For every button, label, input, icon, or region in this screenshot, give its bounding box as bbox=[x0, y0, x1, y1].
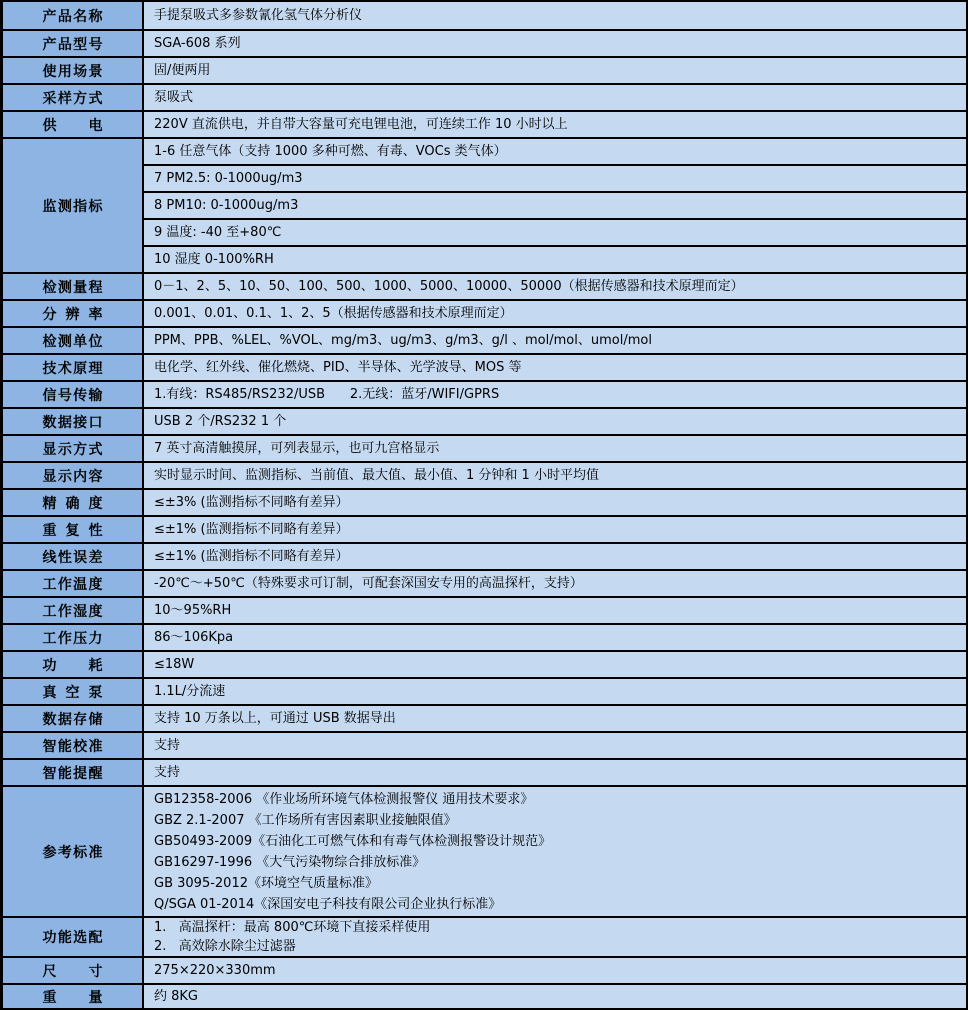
row-label: 采样方式 bbox=[42, 90, 103, 107]
spec-row-optional-functions bbox=[3, 916, 966, 956]
row-label-cell bbox=[3, 382, 144, 407]
row-value: 7 英寸高清触摸屏，可列表显示，也可九宫格显示 bbox=[154, 440, 440, 456]
row-label: 产品型号 bbox=[42, 36, 103, 53]
row-value-cell bbox=[144, 274, 966, 299]
row-value: 0－1、2、5、10、50、100、500、1000、5000、10000、50000（根据传感器和技术原理而定） bbox=[154, 278, 744, 294]
row-value-cell bbox=[144, 2, 966, 29]
row-value-cell bbox=[144, 706, 966, 731]
row-label: 尺寸 bbox=[42, 963, 103, 980]
row-label-cell bbox=[3, 679, 144, 704]
standards-line: GB50493-2009《石油化工可燃气体和有毒气体检测报警设计规范》 bbox=[154, 833, 552, 849]
row-label: 分辨率 bbox=[42, 306, 103, 323]
row-label-cell bbox=[3, 490, 144, 515]
row-value: 泵吸式 bbox=[154, 89, 194, 105]
row-value-cell bbox=[144, 958, 966, 983]
row-value-cell bbox=[144, 409, 966, 434]
row-label-cell bbox=[3, 355, 144, 380]
row-value: 0.001、0.01、0.1、1、2、5（根据传感器和技术原理而定） bbox=[154, 305, 513, 321]
row-value: -20℃～+50℃（特殊要求可订制，可配套深国安专用的高温探杆，支持） bbox=[154, 575, 583, 591]
row-label-cell bbox=[3, 706, 144, 731]
spec-row-working-temperature bbox=[3, 569, 966, 596]
spec-row-product-name bbox=[3, 2, 966, 29]
row-label: 使用场景 bbox=[42, 63, 103, 80]
row-label: 技术原理 bbox=[42, 360, 103, 377]
options-line: 2. 高效除水除尘过滤器 bbox=[154, 939, 296, 954]
row-label-cell bbox=[3, 463, 144, 488]
standards-line: Q/SGA 01-2014《深国安电子科技有限公司企业执行标准》 bbox=[154, 896, 502, 912]
row-value: 约 8KG bbox=[154, 988, 199, 1004]
row-label: 功能选配 bbox=[42, 930, 103, 946]
row-value: ≤±3% (监测指标不同略有差异） bbox=[154, 494, 349, 510]
row-value-cell bbox=[144, 652, 966, 677]
row-value: 支持 bbox=[154, 737, 181, 753]
row-value-cell bbox=[144, 760, 966, 785]
row-value-cell bbox=[144, 31, 966, 56]
row-value: 1.1L/分流速 bbox=[154, 683, 226, 699]
row-label: 功耗 bbox=[42, 657, 103, 674]
spec-row-resolution bbox=[3, 299, 966, 326]
spec-row-sampling-method bbox=[3, 83, 966, 110]
standards-line: GBZ 2.1-2007 《工作场所有害因素职业接触限值》 bbox=[154, 812, 457, 828]
row-label: 工作压力 bbox=[42, 630, 103, 647]
row-label: 显示内容 bbox=[42, 468, 103, 485]
spec-row-detection-range bbox=[3, 272, 966, 299]
row-value: 支持 10 万条以上，可通过 USB 数据导出 bbox=[154, 710, 396, 726]
row-value: PPM、PPB、%LEL、%VOL、mg/m3、ug/m3、g/m3、g/l 、mol/mol、umol/mol bbox=[154, 332, 652, 348]
row-value: 实时显示时间、监测指标、当前值、最大值、最小值、1 分钟和 1 小时平均值 bbox=[154, 467, 599, 483]
row-label-cell bbox=[3, 409, 144, 434]
monitor-item-text: 8 PM10: 0-1000ug/m3 bbox=[154, 197, 299, 213]
row-value-cell bbox=[144, 436, 966, 461]
row-value-cell bbox=[144, 58, 966, 83]
standards-line: GB12358-2006 《作业场所环境气体检测报警仪 通用技术要求》 bbox=[154, 791, 534, 807]
spec-row-power-consumption bbox=[3, 650, 966, 677]
row-value-cell bbox=[144, 733, 966, 758]
row-value-cell bbox=[144, 328, 966, 353]
spec-row-reference-standards bbox=[3, 785, 966, 916]
row-label: 数据接口 bbox=[42, 414, 103, 431]
monitor-item-text: 9 温度: -40 至+80℃ bbox=[154, 224, 282, 240]
row-label: 产品名称 bbox=[42, 8, 103, 25]
row-label: 精确度 bbox=[42, 495, 103, 512]
standards-lines bbox=[144, 787, 966, 916]
spec-row-technical-principle bbox=[3, 353, 966, 380]
row-label-cell bbox=[3, 85, 144, 110]
spec-row-usage-scenario bbox=[3, 56, 966, 83]
spec-row-data-storage bbox=[3, 704, 966, 731]
row-value: 275×220×330mm bbox=[154, 962, 276, 978]
row-value-cell bbox=[144, 598, 966, 623]
row-value: ≤18W bbox=[154, 656, 195, 672]
monitor-item-text: 7 PM2.5: 0-1000ug/m3 bbox=[154, 170, 303, 186]
row-value-cell bbox=[144, 382, 966, 407]
spec-row-linearity-error bbox=[3, 542, 966, 569]
row-value-cell bbox=[144, 355, 966, 380]
row-value: 86～106Kpa bbox=[154, 629, 234, 645]
spec-row-signal-transmission bbox=[3, 380, 966, 407]
monitor-item bbox=[144, 245, 966, 272]
row-value: SGA-608 系列 bbox=[154, 35, 241, 51]
row-label: 智能校准 bbox=[42, 738, 103, 755]
row-value: 支持 bbox=[154, 764, 181, 780]
row-label: 参考标准 bbox=[42, 844, 103, 861]
row-label-cell bbox=[3, 58, 144, 83]
row-value: 电化学、红外线、催化燃烧、PID、半导体、光学波导、MOS 等 bbox=[154, 359, 522, 375]
row-label-cell bbox=[3, 598, 144, 623]
row-label: 信号传输 bbox=[42, 387, 103, 404]
spec-row-display-mode bbox=[3, 434, 966, 461]
row-label: 数据存储 bbox=[42, 711, 103, 728]
row-label-cell bbox=[3, 112, 144, 137]
row-label-cell bbox=[3, 652, 144, 677]
row-label: 真空泵 bbox=[42, 684, 103, 701]
row-label-cell bbox=[3, 139, 144, 272]
row-value: 10～95%RH bbox=[154, 602, 232, 618]
row-value: USB 2 个/RS232 1 个 bbox=[154, 413, 287, 429]
row-label: 检测量程 bbox=[42, 279, 103, 296]
row-value: ≤±1% (监测指标不同略有差异） bbox=[154, 521, 349, 537]
row-label-cell bbox=[3, 544, 144, 569]
row-value: 1.有线：RS485/RS232/USB 2.无线：蓝牙/WIFI/GPRS bbox=[154, 386, 500, 402]
spec-row-monitoring-indicators bbox=[3, 137, 966, 272]
row-label: 工作湿度 bbox=[42, 603, 103, 620]
monitor-item bbox=[144, 191, 966, 218]
monitor-item-text: 10 湿度 0-100%RH bbox=[154, 251, 274, 267]
standards-line: GB16297-1996 《大气污染物综合排放标准》 bbox=[154, 854, 426, 870]
spec-row-data-interface bbox=[3, 407, 966, 434]
row-label: 线性误差 bbox=[42, 549, 103, 566]
row-value-cell bbox=[144, 463, 966, 488]
row-value-cell bbox=[144, 679, 966, 704]
row-label: 监测指标 bbox=[42, 198, 103, 215]
row-label-cell bbox=[3, 301, 144, 326]
monitor-item bbox=[144, 139, 966, 164]
row-label: 智能提醒 bbox=[42, 765, 103, 782]
monitor-sub-rows bbox=[144, 139, 966, 272]
row-label-cell bbox=[3, 760, 144, 785]
row-label-cell bbox=[3, 733, 144, 758]
row-label-cell bbox=[3, 2, 144, 29]
row-label-cell bbox=[3, 436, 144, 461]
spec-row-weight bbox=[3, 983, 966, 1008]
spec-row-repeatability bbox=[3, 515, 966, 542]
monitor-item-text: 1-6 任意气体（支持 1000 多种可燃、有毒、VOCs 类气体） bbox=[154, 143, 507, 159]
row-label: 工作温度 bbox=[42, 576, 103, 593]
row-value-cell bbox=[144, 985, 966, 1008]
spec-row-smart-calibration bbox=[3, 731, 966, 758]
spec-row-dimensions bbox=[3, 956, 966, 983]
monitor-item bbox=[144, 164, 966, 191]
row-label-cell bbox=[3, 517, 144, 542]
row-label-cell bbox=[3, 918, 144, 956]
spec-row-accuracy bbox=[3, 488, 966, 515]
monitor-item bbox=[144, 218, 966, 245]
row-label-cell bbox=[3, 625, 144, 650]
row-value-cell bbox=[144, 625, 966, 650]
row-label-cell bbox=[3, 787, 144, 916]
row-value-cell bbox=[144, 544, 966, 569]
spec-row-smart-reminder bbox=[3, 758, 966, 785]
spec-row-working-pressure bbox=[3, 623, 966, 650]
standards-line: GB 3095-2012《环境空气质量标准》 bbox=[154, 875, 378, 891]
row-label-cell bbox=[3, 274, 144, 299]
options-line: 1. 高温探杆：最高 800℃环境下直接采样使用 bbox=[154, 920, 431, 935]
row-value-cell bbox=[144, 85, 966, 110]
row-value: 220V 直流供电，并自带大容量可充电锂电池，可连续工作 10 小时以上 bbox=[154, 116, 568, 132]
row-value: 手提泵吸式多参数氰化氢气体分析仪 bbox=[154, 7, 363, 23]
row-label-cell bbox=[3, 958, 144, 983]
row-label: 供电 bbox=[42, 117, 103, 134]
spec-row-product-model bbox=[3, 29, 966, 56]
row-value-cell bbox=[144, 112, 966, 137]
row-label: 重量 bbox=[42, 989, 103, 1006]
row-value-cell bbox=[144, 517, 966, 542]
row-value-cell bbox=[144, 490, 966, 515]
spec-row-working-humidity bbox=[3, 596, 966, 623]
row-label: 检测单位 bbox=[42, 333, 103, 350]
row-label-cell bbox=[3, 985, 144, 1008]
row-label: 显示方式 bbox=[42, 441, 103, 458]
spec-row-vacuum-pump bbox=[3, 677, 966, 704]
row-value: 固/便两用 bbox=[154, 62, 211, 78]
row-label: 重复性 bbox=[42, 522, 103, 539]
row-value-cell bbox=[144, 301, 966, 326]
row-label-cell bbox=[3, 571, 144, 596]
row-label-cell bbox=[3, 31, 144, 56]
spec-row-detection-unit bbox=[3, 326, 966, 353]
row-label-cell bbox=[3, 328, 144, 353]
row-value-cell bbox=[144, 571, 966, 596]
options-lines bbox=[144, 918, 966, 956]
spec-row-display-content bbox=[3, 461, 966, 488]
spec-row-power-supply bbox=[3, 110, 966, 137]
row-value: ≤±1% (监测指标不同略有差异） bbox=[154, 548, 349, 564]
